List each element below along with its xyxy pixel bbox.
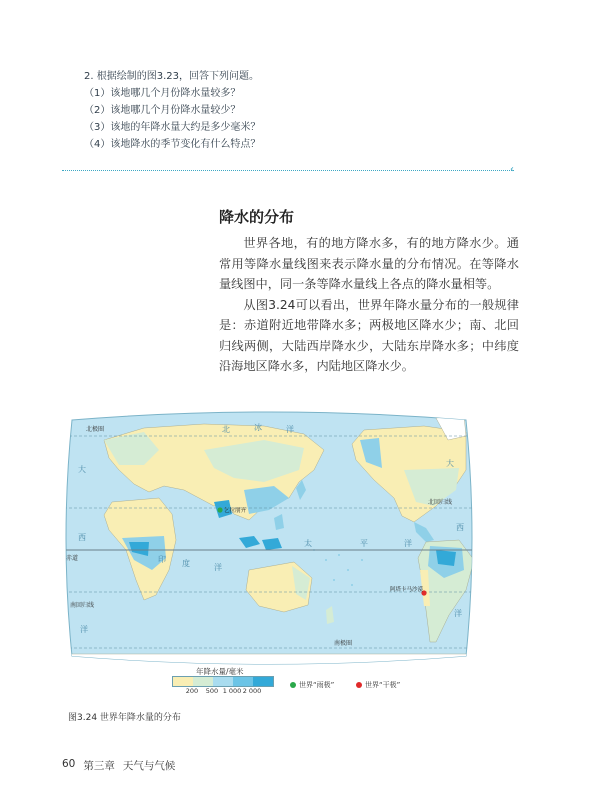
question-item: （2）该地哪几个月份降水量较少？	[84, 105, 241, 116]
tropic-n-label-right: 北回归线	[428, 499, 453, 506]
divider-chevron-icon: ‹	[510, 164, 514, 175]
chapter-label: 第三章	[83, 760, 115, 772]
section-title: 降水的分布	[219, 208, 295, 226]
antarctic-circle-label: 南极圈	[334, 640, 353, 647]
ocean-label: 洋	[454, 609, 462, 618]
legend-tick: 2 000	[242, 687, 262, 695]
chapter-title: 天气与气候	[122, 760, 176, 772]
ocean-label: 平	[360, 539, 368, 548]
paragraph: 世界各地，有的地方降水多，有的地方降水少。通常用等降水量线图来表示降水量的分布情况。在等降水量线图中，同一条等降水量线上各点的降水量相等。	[219, 236, 519, 291]
green-dot-icon	[290, 682, 296, 688]
legend-dry-label: 世界“干极”	[365, 681, 401, 689]
world-precipitation-map	[64, 410, 474, 666]
ocean-label: 西	[78, 533, 86, 542]
ocean-label: 洋	[286, 425, 294, 434]
ocean-label: 印	[158, 555, 166, 564]
legend-color-bar	[172, 676, 274, 687]
ocean-label: 洋	[404, 539, 412, 548]
legend-swatch	[233, 677, 253, 686]
equator-label-left: 赤道	[66, 555, 79, 562]
wet-pole-marker	[217, 507, 222, 512]
question-item: （3）该地的年降水量大约是多少毫米？	[84, 122, 261, 133]
paragraph: 从图3.24可以看出，世界年降水量分布的一般规律是：赤道附近地带降水多；两极地区降水少；南、北回归线两侧，大陆西岸降水少，大陆东岸降水多；中纬度沿海地区降水多，内陆地区降水少。	[219, 297, 519, 373]
question-item: （4）该地降水的季节变化有什么特点？	[84, 139, 261, 150]
question-head: 2. 根据绘制的图3.23，回答下列问题。	[84, 71, 259, 82]
question-item: （1）该地哪几个月份降水量较多？	[84, 88, 241, 99]
legend-swatch	[213, 677, 233, 686]
legend-title: 年降水量/毫米	[196, 667, 244, 676]
ocean-label: 度	[182, 559, 190, 568]
ocean-label: 洋	[80, 625, 88, 634]
ocean-label: 北	[222, 425, 230, 434]
legend-tick: 200	[185, 687, 199, 695]
ocean-label: 大	[78, 465, 86, 474]
legend-swatch	[253, 677, 273, 686]
wet-pole-label: 乞拉朋齐	[224, 508, 247, 514]
legend-swatch	[193, 677, 213, 686]
ocean-label: 大	[446, 459, 454, 468]
legend-tick: 500	[205, 687, 219, 695]
page-number: 60	[62, 758, 76, 770]
legend-wet-label: 世界“雨极”	[299, 681, 335, 689]
ocean-label: 洋	[214, 563, 222, 572]
section-body	[219, 233, 519, 377]
ocean-label: 西	[456, 523, 464, 532]
legend-wet-pole	[290, 680, 334, 690]
legend-tick: 1 000	[222, 687, 242, 695]
section-divider	[62, 170, 514, 171]
page-footer	[62, 758, 175, 773]
dry-pole-label: 阿塔卡马沙漠	[390, 587, 424, 593]
arctic-circle-label: 北极圈	[86, 426, 105, 433]
ocean-label: 冰	[254, 423, 262, 432]
ocean-label: 太	[304, 539, 312, 548]
tropic-s-label: 南回归线	[70, 602, 95, 609]
figure-caption: 图3.24 世界年降水量的分布	[68, 713, 181, 723]
legend-swatch	[173, 677, 193, 686]
legend-dry-pole	[356, 680, 400, 690]
red-dot-icon	[356, 682, 362, 688]
exercise-questions	[84, 68, 260, 153]
